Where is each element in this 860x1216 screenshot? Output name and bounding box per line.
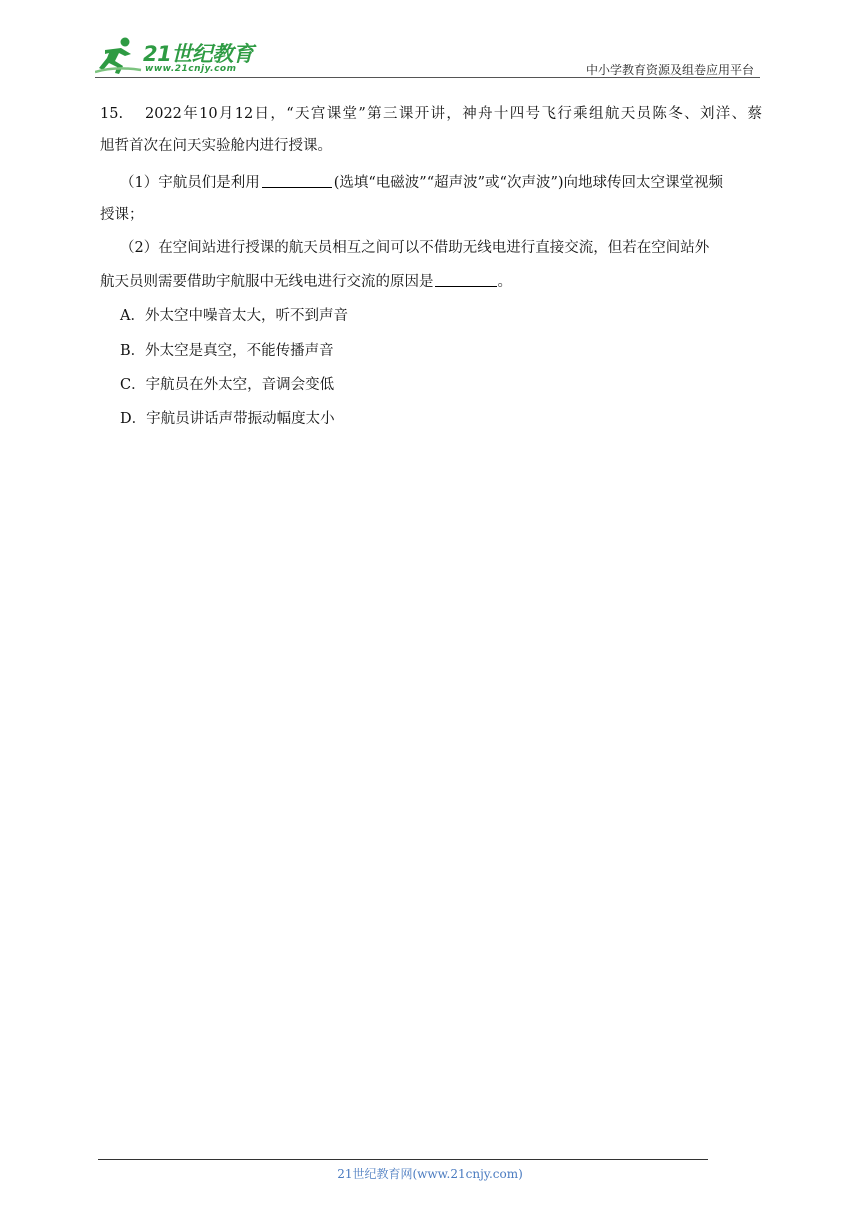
part1-suffix: (选填“电磁波”“超声波”或“次声波”)向地球传回太空课堂视频 <box>333 175 724 191</box>
answer-blank-1[interactable] <box>262 172 332 188</box>
option-b[interactable] <box>120 341 334 361</box>
site-logo[interactable] <box>95 36 265 76</box>
stem-text-1: 2022年10月12日，“天宫课堂”第三课开讲，神舟十四号飞行乘组航天员陈冬、刘洋、蔡 <box>145 106 762 122</box>
runner-icon <box>95 36 143 76</box>
part2-line1: （2）在空间站进行授课的航天员相互之间可以不借助无线电进行直接交流，但若在空间站外 <box>120 240 710 256</box>
footer-divider <box>98 1159 708 1160</box>
page-header <box>95 30 760 78</box>
part2-suffix: 。 <box>497 274 512 290</box>
option-label: B． <box>120 343 146 359</box>
option-text: 宇航员在外太空，音调会变低 <box>145 377 335 393</box>
footer-link[interactable]: 21世纪教育网(www.21cnjy.com) <box>337 1167 523 1181</box>
option-label: C． <box>120 377 146 393</box>
platform-title: 中小学教育资源及组卷应用平台 <box>585 63 754 77</box>
logo-text: 21世纪教育 <box>143 42 254 66</box>
part1-prefix: （1）宇航员们是利用 <box>120 175 260 191</box>
question-stem-line1 <box>100 104 762 124</box>
question-stem-line2: 旭哲首次在问天实验舱内进行授课。 <box>100 138 332 154</box>
option-label: D． <box>120 411 147 427</box>
question-number: 15. <box>100 106 124 122</box>
option-d[interactable] <box>120 409 335 429</box>
option-label: A． <box>120 308 145 324</box>
option-c[interactable] <box>120 375 334 395</box>
option-a[interactable] <box>120 306 348 326</box>
part2-prefix: 航天员则需要借助宇航服中无线电进行交流的原因是 <box>100 274 434 290</box>
option-text: 外太空中噪音太大，听不到声音 <box>144 308 348 324</box>
header-divider <box>95 77 760 78</box>
answer-blank-2[interactable] <box>435 271 497 287</box>
option-text: 外太空是真空，不能传播声音 <box>145 343 334 359</box>
part2-line2 <box>100 271 512 292</box>
part1-line1 <box>120 172 723 193</box>
part1-line2: 授课； <box>100 207 144 223</box>
option-text: 宇航员讲话声带振动幅度太小 <box>146 411 335 427</box>
logo-url: www.21cnjy.com <box>145 64 237 74</box>
